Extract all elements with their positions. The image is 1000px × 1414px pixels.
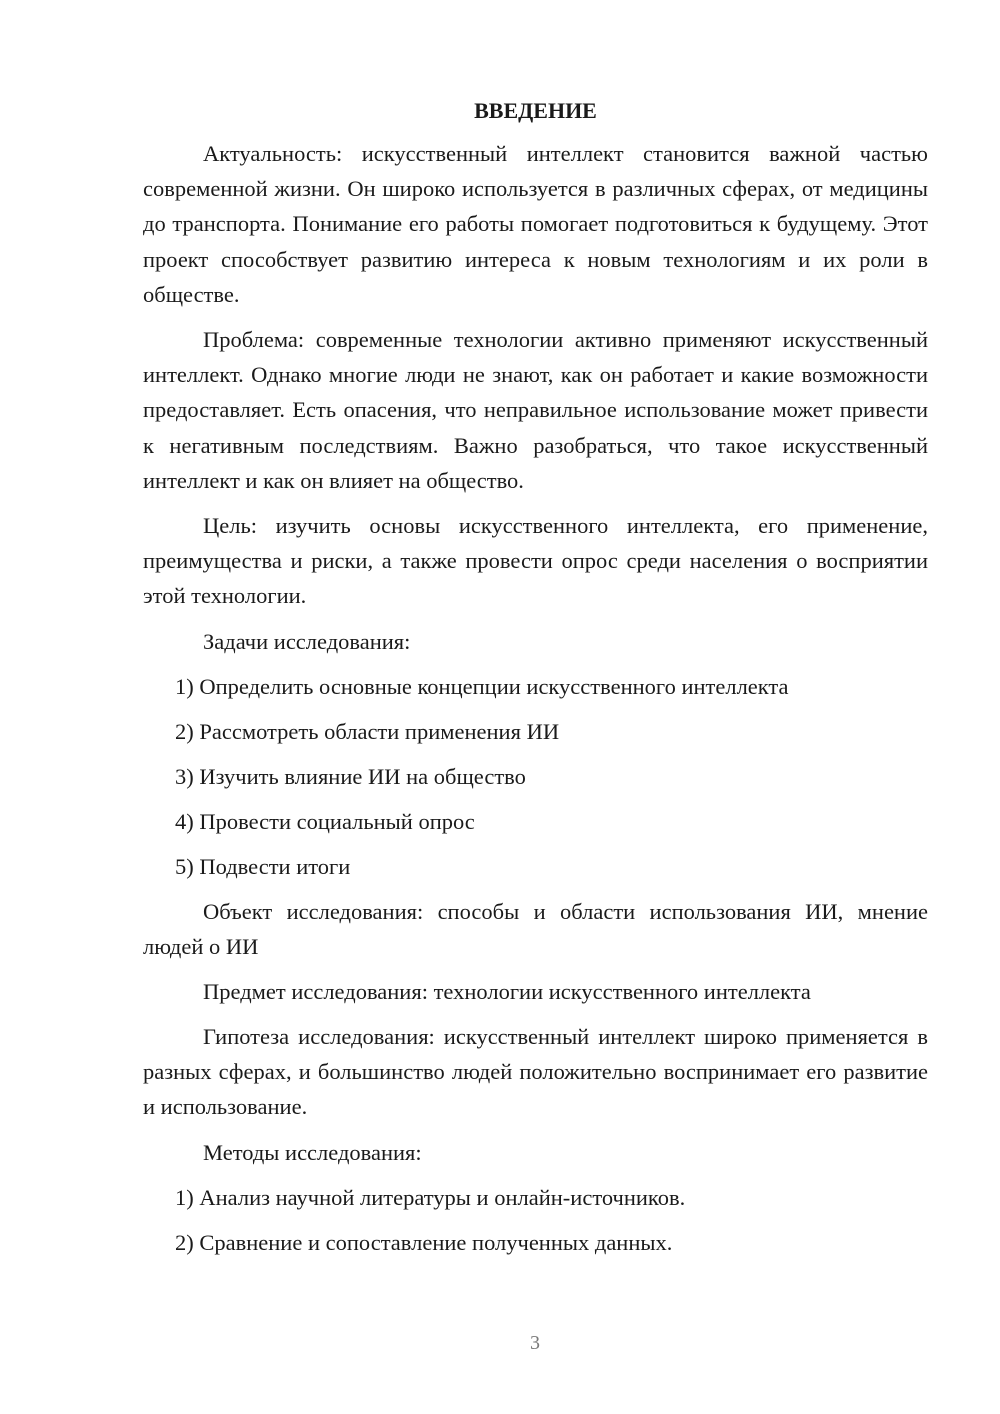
methods-title: Методы исследования: — [203, 1139, 422, 1165]
goal-paragraph: Цель: изучить основы искусственного интеллекта, его применение, преимущества и риски, а также провести опрос среди населения о восприятии этой технологии. — [143, 513, 928, 609]
task-item: 4) Провести социальный опрос — [175, 808, 475, 834]
section-heading: ВВЕДЕНИЕ — [474, 98, 597, 123]
task-item: 1) Определить основные концепции искусственного интеллекта — [175, 673, 789, 699]
page-number: 3 — [530, 1332, 540, 1354]
method-item: 2) Сравнение и сопоставление полученных данных. — [175, 1229, 673, 1255]
relevance-paragraph: Актуальность: искусственный интеллект становится важной частью современной жизни. Он широко используется в различных сферах, от медицины до транспорта. Понимание его работы помогает подготовиться к будущему. Этот проект способствует развитию интереса к новым технологиям и их роли в обществе. — [143, 141, 928, 307]
subject-paragraph: Предмет исследования: технологии искусственного интеллекта — [203, 979, 811, 1005]
method-item: 1) Анализ научной литературы и онлайн-источников. — [175, 1184, 686, 1210]
object-paragraph: Объект исследования: способы и области использования ИИ, мнение людей о ИИ — [143, 898, 928, 959]
document-page — [143, 94, 928, 1260]
task-item: 5) Подвести итоги — [175, 853, 351, 879]
tasks-title: Задачи исследования: — [203, 628, 411, 654]
problem-paragraph: Проблема: современные технологии активно применяют искусственный интеллект. Однако многие люди не знают, как он работает и какие возможности предоставляет. Есть опасения, что неправильное использование может привести к негативным последствиям. Важно разобраться, что такое искусственный интеллект и как он влияет на общество. — [143, 327, 928, 493]
hypothesis-paragraph: Гипотеза исследования: искусственный интеллект широко применяется в разных сферах, и большинство людей положительно воспринимает его развитие и использование. — [143, 1024, 928, 1120]
task-item: 3) Изучить влияние ИИ на общество — [175, 763, 526, 789]
task-item: 2) Рассмотреть области применения ИИ — [175, 718, 560, 744]
